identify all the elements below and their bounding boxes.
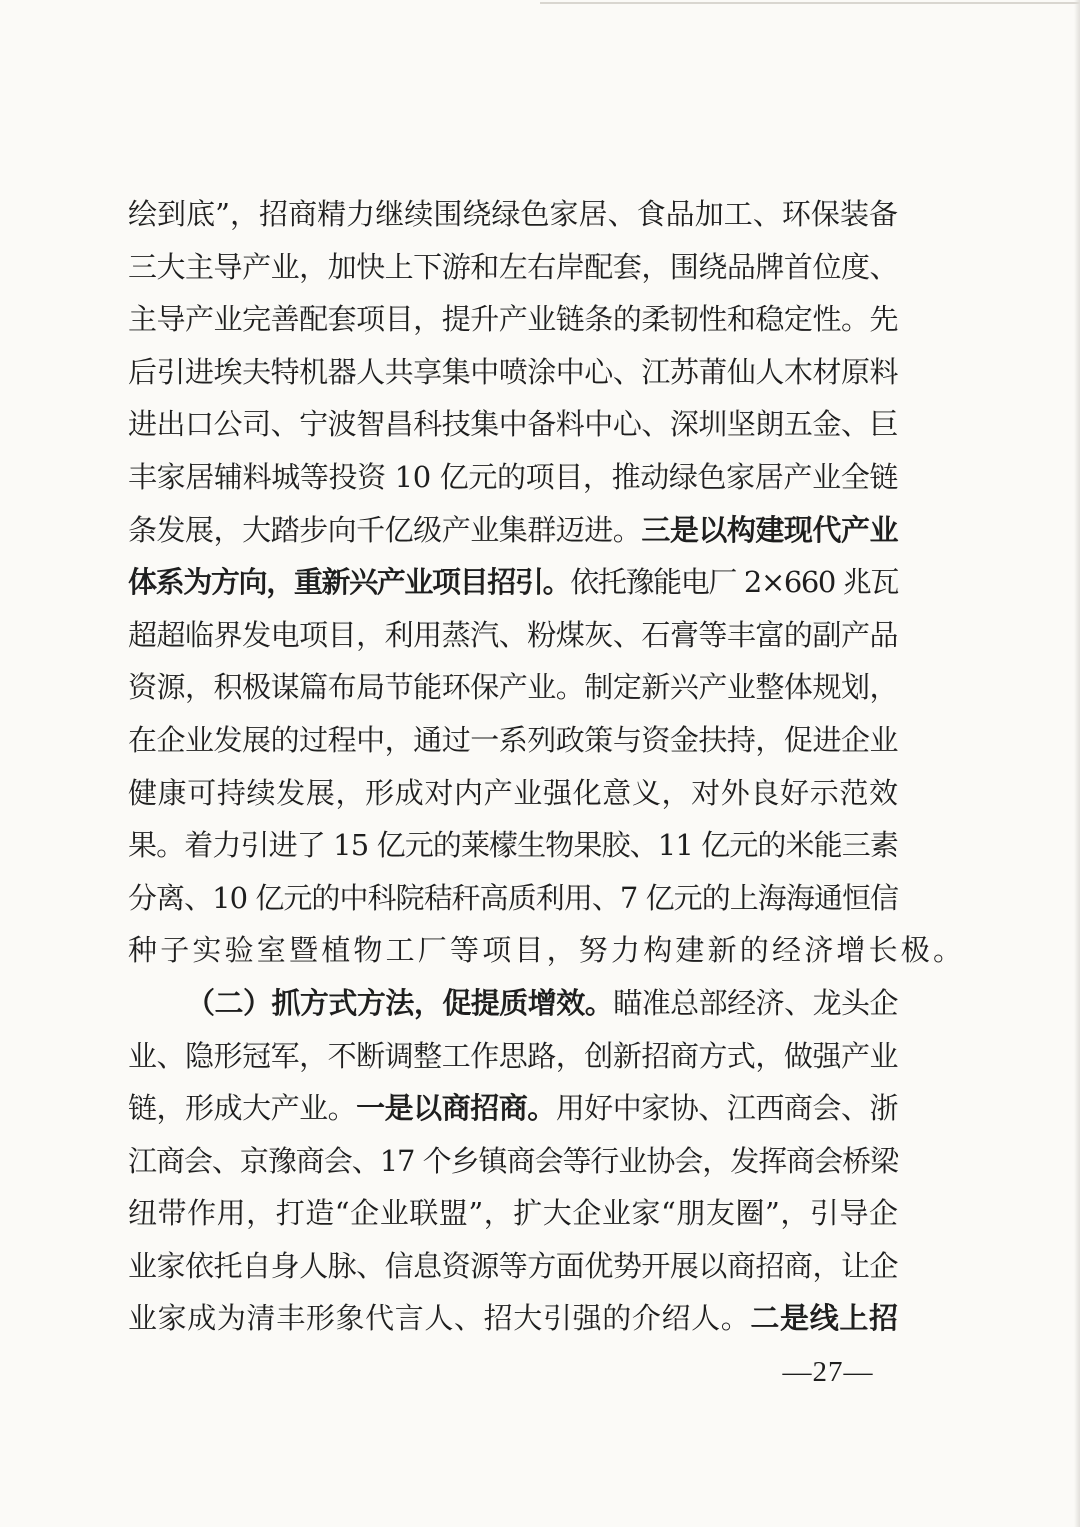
bold-heading-two: 二是线上招	[750, 1301, 898, 1336]
text-line-14: 分离、10 亿元的中科院秸秆高质利用、7 亿元的上海海通恒信	[128, 880, 898, 915]
text-line-7: 条发展，大踏步向千亿级产业集群迈进。三是以构建现代产业	[128, 512, 898, 547]
text-line-13: 果。着力引进了 15 亿元的莱檬生物果胶、11 亿元的米能三素	[128, 828, 898, 863]
text-line-22: 业家成为清丰形象代言人、招大引强的介绍人。二是线上招	[128, 1301, 898, 1336]
text-line-12: 健康可持续发展，形成对内产业强化意义，对外良好示范效	[128, 775, 898, 810]
bold-heading-three: 三是以构建现代产业	[641, 512, 898, 547]
text-line-5: 进出口公司、宁波智昌科技集中备料中心、深圳坚朗五金、巨	[128, 407, 898, 442]
bold-heading-one: 一是以商招商。	[356, 1091, 556, 1126]
text-line-3: 主导产业完善配套项目，提升产业链条的柔韧性和稳定性。先	[128, 302, 898, 337]
text-line-8: 体系为方向，重新兴产业项目招引。依托豫能电厂 2×660 兆瓦	[128, 565, 899, 600]
text-line-11: 在企业发展的过程中，通过一系列政策与资金扶持，促进企业	[128, 722, 898, 757]
text-line-19: 江商会、京豫商会、17 个乡镇商会等行业协会，发挥商会桥梁	[128, 1143, 898, 1178]
page-top-edge	[540, 2, 1080, 4]
page-number: —27—	[782, 1356, 874, 1388]
text-line-2: 三大主导产业，加快上下游和左右岸配套，围绕品牌首位度、	[128, 249, 898, 284]
text-line-17: 业、隐形冠军，不断调整工作思路，创新招商方式，做强产业	[128, 1038, 898, 1073]
text-line-4: 后引进埃夫特机器人共享集中喷涂中心、江苏莆仙人木材原料	[128, 354, 898, 389]
text-line-1: 绘到底”，招商精力继续围绕绿色家居、食品加工、环保装备	[128, 197, 898, 231]
text-line-10: 资源，积极谋篇布局节能环保产业。制定新兴产业整体规划，	[128, 670, 898, 705]
text-line-6: 丰家居辅料城等投资 10 亿元的项目，推动绿色家居产业全链	[128, 459, 898, 494]
section-heading-2: （二）抓方式方法，促提质增效。	[186, 985, 614, 1020]
text-line-20: 纽带作用，打造“企业联盟”，扩大企业家“朋友圈”，引导企	[128, 1196, 898, 1231]
text-line-9: 超超临界发电项目，利用蒸汽、粉煤灰、石膏等丰富的副产品	[128, 617, 898, 652]
body-text	[128, 188, 966, 1345]
bold-heading-three-cont: 体系为方向，重新兴产业项目招引。	[128, 565, 571, 600]
page-right-edge-shadow	[1074, 0, 1080, 1527]
text-line-18: 链，形成大产业。一是以商招商。用好中家协、江西商会、浙	[128, 1091, 898, 1126]
text-line-16: （二）抓方式方法，促提质增效。瞄准总部经济、龙头企	[186, 985, 899, 1020]
text-line-21: 业家依托自身人脉、信息资源等方面优势开展以商招商，让企	[128, 1248, 898, 1283]
text-line-15: 种子实验室暨植物工厂等项目，努力构建新的经济增长极。	[128, 933, 966, 968]
